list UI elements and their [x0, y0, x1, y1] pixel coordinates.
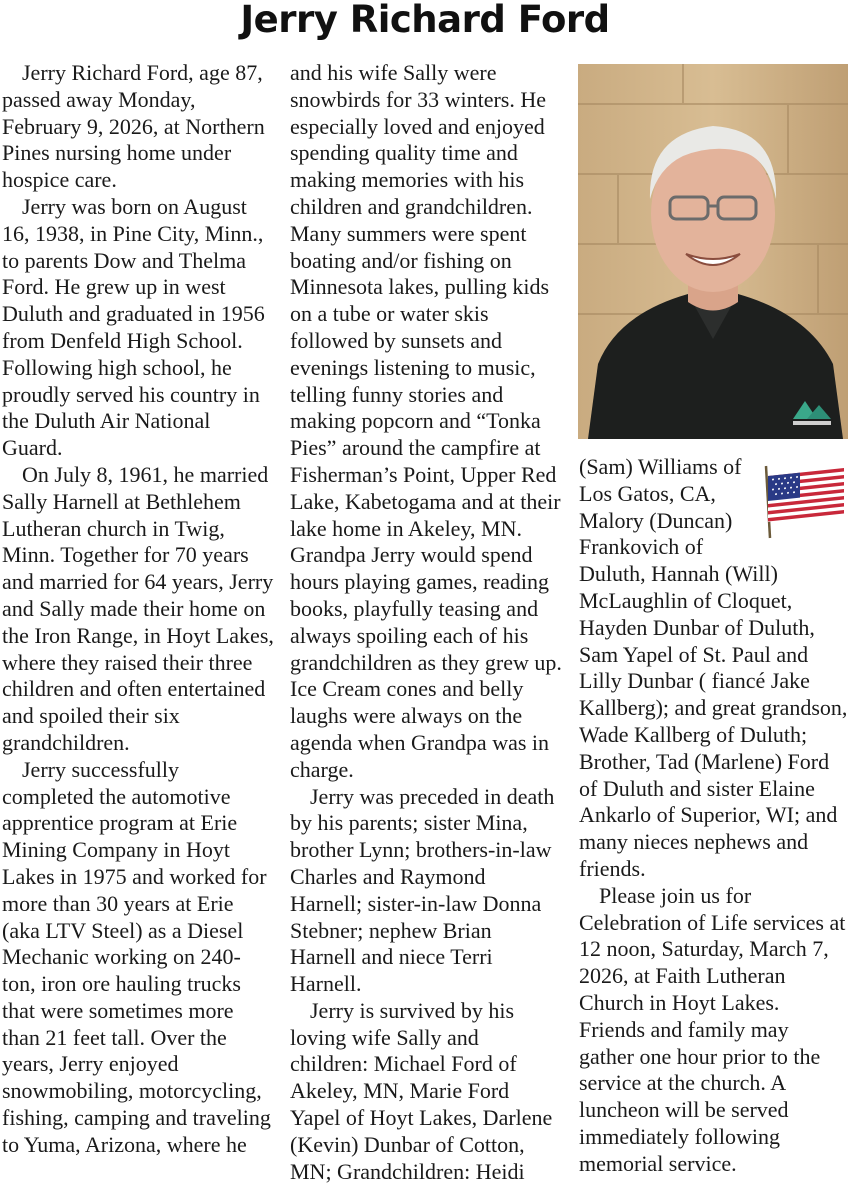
column-1: [2, 60, 274, 1159]
paragraph: [579, 454, 849, 883]
column-2: [290, 60, 562, 1185]
paragraph: Jerry was preceded in death by his parents; sister Mina, brother Lynn; brothers-in-law Charles and Raymond Harnell; sister-in-law Donna Stebner; nephew Brian Harnell and niece Terri Harnell.: [290, 783, 555, 997]
column-3: [579, 454, 849, 1178]
paragraph-text: (Sam) Williams of Los Gatos, CA, Malory (Duncan) Frankovich of Duluth, Hannah (Will) McLaughlin of Cloquet, Hayden Dunbar of Duluth, Sam Yapel of St. Paul and Lilly Dunbar ( fiancé Jake Kallberg); and great grandson, Wade Kallberg of Duluth; Brother, Tad (Marlene) Ford of Duluth and sister Elaine Ankarlo of Superior, WI; and many nieces nephews and friends.: [579, 454, 848, 881]
paragraph: Jerry successfully completed the automotive apprentice program at Erie Mining Company in Hoyt Lakes in 1975 and worked for more than 30 years at Erie (aka LTV Steel) as a Diesel Mechanic working on 240-ton, iron ore hauling trucks that were sometimes more than 21 feet tall. Over the years, Jerry enjoyed snowmobiling, motorcycling, fishing, camping and traveling to Yuma, Arizona, where he: [2, 756, 271, 1157]
paragraph: Jerry Richard Ford, age 87, passed away Monday, February 9, 2026, at Northern Pines nursing home under hospice care.: [2, 60, 265, 193]
portrait-photo: [578, 64, 848, 439]
paragraph: Jerry is survived by his loving wife Sally and children: Michael Ford of Akeley, MN, Marie Ford Yapel of Hoyt Lakes, Darlene (Kevin) Dunbar of Cotton, MN; Grandchildren: Heidi: [290, 997, 553, 1184]
obituary-title: Jerry Richard Ford: [240, 0, 610, 41]
paragraph: On July 8, 1961, he married Sally Harnell at Bethlehem Lutheran church in Twig, Minn. Together for 70 years and married for 64 years, Jerry and Sally made their home on the Iron Range, in Hoyt Lakes, where they raised their three children and often entertained and spoiled their six grandchildren.: [2, 461, 274, 755]
paragraph: Jerry was born on August 16, 1938, in Pine City, Minn., to parents Dow and Thelma Ford. He grew up in west Duluth and graduated in 1956 from Denfeld High School. Following high school, he proudly served his country in the Duluth Air National Guard.: [2, 193, 265, 461]
paragraph: Please join us for Celebration of Life services at 12 noon, Saturday, March 7, 2026, at Faith Lutheran Church in Hoyt Lakes. Friends and family may gather one hour prior to the service at the church. A luncheon will be served immediately following memorial service.: [579, 882, 846, 1176]
paragraph: and his wife Sally were snowbirds for 33 winters. He especially loved and enjoyed spending quality time and making memories with his children and grandchildren. Many summers were spent boating and/or fishing on Minnesota lakes, pulling kids on a tube or water skis followed by sunsets and evenings listening to music, telling funny stories and making popcorn and “Tonka Pies” around the campfire at Fisherman’s Point, Upper Red Lake, Kabetogama and at their lake home in Akeley, MN. Grandpa Jerry would spend hours playing games, reading books, playfully teasing and always spoiling each of his grandchildren as they grew up. Ice Cream cones and belly laughs were always on the agenda when Grandpa was in charge.: [290, 60, 562, 782]
